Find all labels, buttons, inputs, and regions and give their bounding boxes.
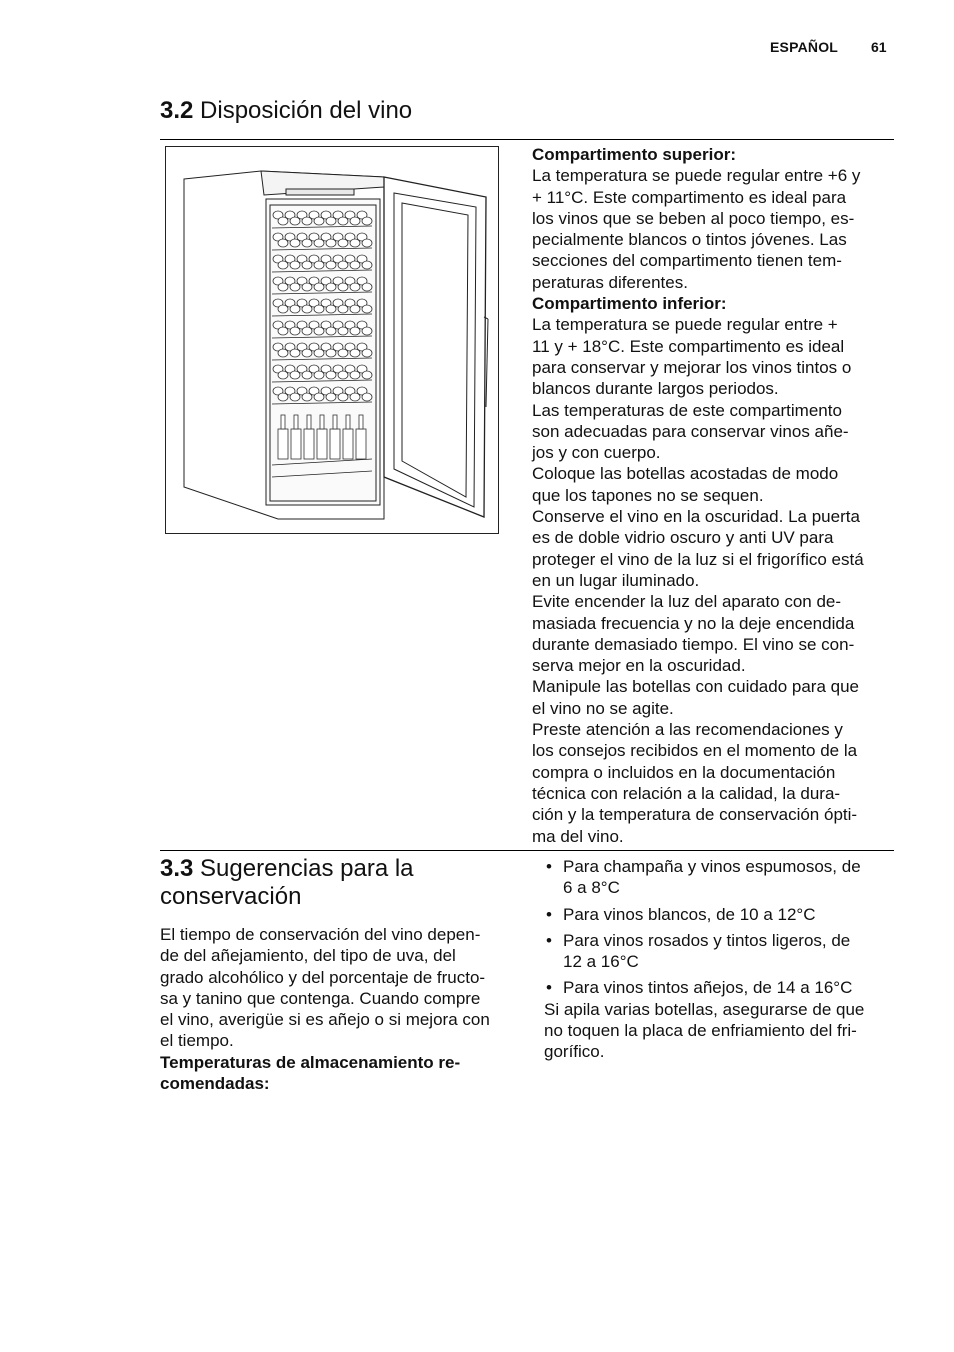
list-item-line: • Para vinos rosados y tintos ligeros, de xyxy=(563,930,851,950)
body-line: compra o incluidos en la documentación xyxy=(532,762,836,782)
stacking-note xyxy=(544,999,894,1063)
body-line: El tiempo de conservación del vino depen- xyxy=(160,925,481,944)
section-3-3-right-text xyxy=(544,856,894,1063)
body-line: pecialmente blancos o tintos jóvenes. Las xyxy=(532,230,847,250)
subheading-line: comendadas: xyxy=(160,1074,270,1094)
header-language: ESPAÑOL xyxy=(770,39,839,55)
body-line: el vino no se agite. xyxy=(532,698,674,718)
body-line: Preste atención a las recomendaciones y xyxy=(532,720,843,740)
subheading-line: Compartimento inferior: xyxy=(532,294,727,314)
body-line: Evite encender la luz del aparato con de- xyxy=(532,592,842,612)
body-line: sa y tanino que contenga. Cuando compre xyxy=(160,988,481,1008)
body-line: Coloque las botellas acostadas de modo xyxy=(532,464,839,484)
body-line: los consejos recibidos en el momento de la xyxy=(532,741,858,761)
body-line: Conserve el vino en la oscuridad. La puerta xyxy=(532,507,860,527)
body-line: para conservar y mejorar los vinos tintos o xyxy=(532,357,852,377)
body-line: el tiempo. xyxy=(160,1031,234,1051)
body-line: secciones del compartimento tienen tem- xyxy=(532,251,842,271)
list-item-line: • Para champaña y vinos espumosos, de xyxy=(563,857,861,876)
body-line: 11 y + 18°C. Este compartimento es ideal xyxy=(532,336,845,356)
temperature-list xyxy=(544,856,894,999)
section-title-text: Sugerencias para la xyxy=(200,855,414,882)
list-item-line: • Para vinos blancos, de 10 a 12°C xyxy=(563,904,816,924)
section-divider xyxy=(160,139,894,140)
body-line: Manipule las botellas con cuidado para que xyxy=(532,677,860,697)
body-line: serva mejor en la oscuridad. xyxy=(532,656,746,676)
section-number: 3.3 xyxy=(160,855,194,882)
body-line: es de doble vidrio oscuro y anti UV para xyxy=(532,528,834,548)
body-line: proteger el vino de la luz si el frigorífico está xyxy=(532,549,864,569)
section-3-3-left-text xyxy=(160,924,520,1094)
body-line: en un lugar iluminado. xyxy=(532,570,700,590)
list-item-line: • Para vinos tintos añejos, de 14 a 16°C xyxy=(563,978,853,998)
section-3-2-text xyxy=(532,144,892,847)
body-line: La temperatura se puede regular entre +6 y xyxy=(532,166,861,186)
wine-cabinet-drawing xyxy=(166,147,500,535)
body-line: el vino, averigüe si es añejo o si mejora con xyxy=(160,1010,490,1030)
body-line: no toquen la placa de enfriamiento del fri- xyxy=(544,1021,857,1041)
body-line: + 11°C. Este compartimento es ideal para xyxy=(532,187,847,207)
body-line: blancos durante largos periodos. xyxy=(532,379,779,399)
section-divider xyxy=(160,850,894,851)
body-line: de del añejamiento, del tipo de uva, del xyxy=(160,946,456,966)
subheading-line: Compartimento superior: xyxy=(532,145,737,164)
body-line: jos y con cuerpo. xyxy=(532,443,661,463)
body-line: ción y la temperatura de conservación ópti- xyxy=(532,805,858,825)
subheading-line: Temperaturas de almacenamiento re- xyxy=(160,1052,461,1072)
temperature-list-item xyxy=(544,977,894,998)
page-number: 61 xyxy=(871,39,887,55)
wine-cabinet-illustration xyxy=(165,146,499,534)
body-line: que los tapones no se sequen. xyxy=(532,485,764,505)
section-title-text-line2: conservación xyxy=(160,883,302,910)
body-line: La temperatura se puede regular entre + xyxy=(532,315,838,335)
section-3-2-title xyxy=(160,97,412,125)
body-line: peraturas diferentes. xyxy=(532,272,688,292)
body-line: Si apila varias botellas, asegurarse de que xyxy=(544,999,865,1019)
section-3-3-title xyxy=(160,855,414,911)
body-line: los vinos que se beben al poco tiempo, es- xyxy=(532,208,855,228)
temperature-list-item xyxy=(544,856,894,899)
body-line: son adecuadas para conservar vinos añe- xyxy=(532,421,849,441)
body-line: gorífico. xyxy=(544,1042,605,1062)
body-line: Las temperaturas de este compartimento xyxy=(532,400,842,420)
body-line: grado alcohólico y del porcentaje de fructo- xyxy=(160,967,486,987)
section-number: 3.2 xyxy=(160,97,194,124)
section-title-text: Disposición del vino xyxy=(200,97,413,124)
temperature-list-item xyxy=(544,904,894,925)
body-line: durante demasiado tiempo. El vino se con- xyxy=(532,634,855,654)
temperature-list-item xyxy=(544,930,894,973)
body-line: ma del vino. xyxy=(532,826,624,846)
list-item-line: 6 a 8°C xyxy=(563,878,620,898)
body-line: técnica con relación a la calidad, la dura- xyxy=(532,783,841,803)
list-item-line: 12 a 16°C xyxy=(563,952,639,972)
body-line: masiada frecuencia y no la deje encendida xyxy=(532,613,855,633)
